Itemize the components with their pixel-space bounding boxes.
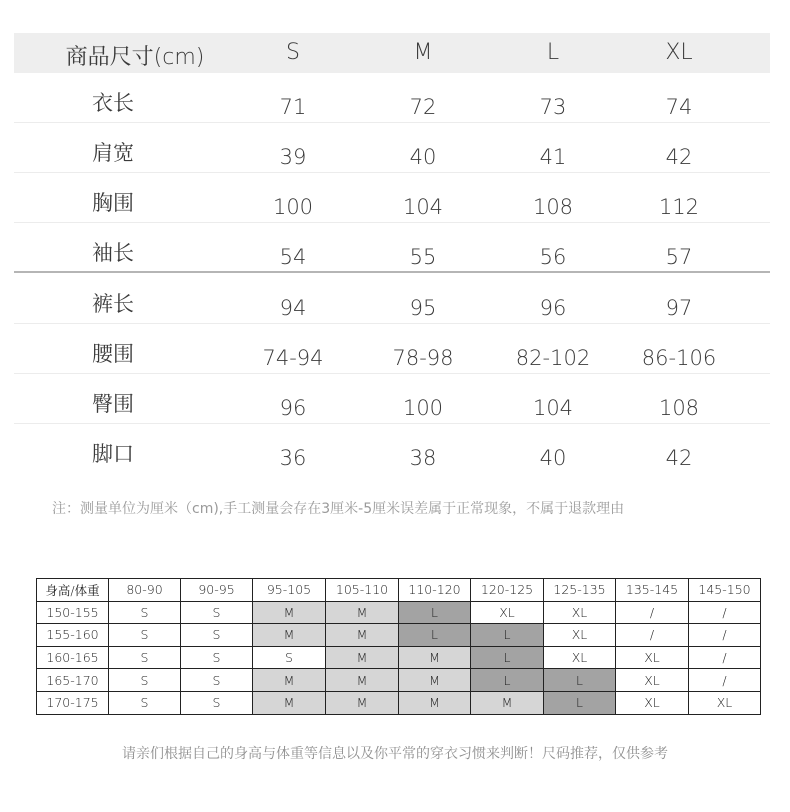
size-row-value: 104: [532, 396, 574, 420]
reco-size-cell: XL: [544, 601, 616, 624]
reco-size-cell: M: [326, 624, 399, 647]
reco-size-cell: M: [471, 691, 544, 714]
reco-size-cell: M: [253, 601, 326, 624]
size-row-label: 衣长: [92, 91, 134, 115]
size-row-label: 脚口: [92, 442, 134, 466]
reco-size-cell: S: [109, 624, 181, 647]
reco-weight-header: 110-120: [399, 579, 471, 602]
reco-size-cell: L: [544, 669, 616, 692]
reco-size-cell: S: [181, 691, 253, 714]
footer-note: 请亲们根据自己的身高与体重等信息以及你平常的穿衣习惯来判断！尺码推荐，仅供参考: [122, 746, 668, 762]
size-row-value: 97: [665, 296, 693, 320]
reco-size-cell: M: [399, 691, 471, 714]
reco-size-cell: L: [399, 601, 471, 624]
reco-weight-header: 120-125: [471, 579, 544, 602]
size-row-value: 55: [409, 245, 437, 269]
reco-size-cell: L: [544, 691, 616, 714]
reco-size-cell: S: [181, 601, 253, 624]
reco-weight-header: 125-135: [544, 579, 616, 602]
size-row-value: 108: [658, 396, 700, 420]
reco-weight-header: 80-90: [109, 579, 181, 602]
size-row-value: 100: [272, 195, 314, 219]
reco-corner-header: 身高/体重: [37, 579, 109, 602]
reco-size-cell: S: [253, 646, 326, 669]
reco-size-cell: S: [181, 624, 253, 647]
reco-row: [37, 601, 761, 624]
size-row: [14, 73, 770, 123]
size-row-value: 112: [658, 195, 700, 219]
reco-size-cell: L: [471, 624, 544, 647]
size-row-label: 肩宽: [92, 141, 134, 165]
reco-size-cell: /: [689, 624, 761, 647]
reco-height-cell: 155-160: [37, 624, 109, 647]
header-size-xl: XL: [665, 40, 693, 65]
size-row: [14, 324, 770, 374]
reco-size-cell: /: [689, 669, 761, 692]
reco-size-cell: /: [616, 601, 689, 624]
section-divider: [14, 271, 770, 273]
size-row: [14, 424, 770, 474]
size-row-label: 袖长: [92, 241, 134, 265]
reco-size-cell: M: [326, 601, 399, 624]
size-row-value: 96: [539, 296, 567, 320]
reco-size-cell: /: [689, 601, 761, 624]
reco-height-cell: 165-170: [37, 669, 109, 692]
reco-size-cell: M: [253, 691, 326, 714]
reco-size-cell: M: [326, 691, 399, 714]
size-row-value: 108: [532, 195, 574, 219]
size-table-header: [14, 33, 770, 73]
size-row: [14, 123, 770, 173]
measurement-note: 注：测量单位为厘米（cm),手工测量会存在3厘米-5厘米误差属于正常现象，不属于退款理由: [52, 501, 625, 517]
size-row-value: 100: [402, 396, 444, 420]
size-row-value: 94: [279, 296, 307, 320]
reco-size-cell: /: [689, 646, 761, 669]
header-size-l: L: [546, 40, 560, 65]
size-row-value: 36: [279, 446, 307, 470]
size-row-label: 臀围: [92, 392, 134, 416]
header-size-s: S: [286, 40, 300, 65]
reco-row: [37, 669, 761, 692]
size-row-value: 57: [665, 245, 693, 269]
size-row: [14, 223, 770, 273]
reco-row: [37, 691, 761, 714]
size-row-value: 104: [402, 195, 444, 219]
reco-weight-header: 95-105: [253, 579, 326, 602]
size-row-value: 86-106: [641, 346, 717, 370]
reco-height-cell: 160-165: [37, 646, 109, 669]
reco-weight-header: 145-150: [689, 579, 761, 602]
reco-size-cell: L: [399, 624, 471, 647]
size-row-value: 40: [539, 446, 567, 470]
reco-size-cell: M: [326, 646, 399, 669]
reco-size-cell: S: [181, 669, 253, 692]
size-row-value: 74: [665, 95, 693, 119]
reco-size-cell: /: [616, 624, 689, 647]
reco-size-cell: M: [326, 669, 399, 692]
reco-row: [37, 624, 761, 647]
size-row-value: 73: [539, 95, 567, 119]
size-row-label: 腰围: [92, 342, 134, 366]
size-row: [14, 374, 770, 424]
size-row-value: 82-102: [515, 346, 591, 370]
header-size-m: M: [413, 40, 433, 65]
size-row-value: 72: [409, 95, 437, 119]
reco-height-cell: 170-175: [37, 691, 109, 714]
size-row-value: 41: [539, 145, 567, 169]
size-recommendation-table: [36, 578, 761, 715]
reco-size-cell: M: [399, 669, 471, 692]
size-row-value: 74-94: [262, 346, 324, 370]
size-row-value: 95: [409, 296, 437, 320]
reco-row: [37, 646, 761, 669]
size-row-value: 40: [409, 145, 437, 169]
reco-size-cell: L: [471, 669, 544, 692]
reco-size-cell: S: [109, 646, 181, 669]
reco-size-cell: XL: [616, 691, 689, 714]
size-row-value: 42: [665, 145, 693, 169]
reco-size-cell: XL: [616, 669, 689, 692]
reco-size-cell: M: [253, 624, 326, 647]
reco-size-cell: XL: [544, 624, 616, 647]
reco-size-cell: S: [109, 601, 181, 624]
size-row-label: 胸围: [92, 191, 134, 215]
reco-weight-header: 105-110: [326, 579, 399, 602]
size-row: [14, 274, 770, 324]
size-row-value: 42: [665, 446, 693, 470]
reco-size-cell: XL: [471, 601, 544, 624]
size-row-value: 54: [279, 245, 307, 269]
size-row: [14, 173, 770, 223]
reco-weight-header: 90-95: [181, 579, 253, 602]
reco-header-row: [37, 579, 761, 602]
reco-size-cell: S: [109, 669, 181, 692]
reco-size-cell: XL: [616, 646, 689, 669]
size-row-value: 38: [409, 446, 437, 470]
reco-size-cell: M: [253, 669, 326, 692]
size-row-value: 39: [279, 145, 307, 169]
size-row-value: 56: [539, 245, 567, 269]
reco-size-cell: M: [399, 646, 471, 669]
header-label: 商品尺寸(cm): [65, 45, 205, 70]
reco-weight-header: 135-145: [616, 579, 689, 602]
size-row-value: 78-98: [392, 346, 454, 370]
reco-height-cell: 150-155: [37, 601, 109, 624]
reco-size-cell: XL: [689, 691, 761, 714]
reco-size-cell: S: [181, 646, 253, 669]
reco-size-cell: XL: [544, 646, 616, 669]
reco-size-cell: L: [471, 646, 544, 669]
size-row-value: 96: [279, 396, 307, 420]
reco-size-cell: S: [109, 691, 181, 714]
size-row-value: 71: [279, 95, 307, 119]
size-row-label: 裤长: [92, 292, 134, 316]
